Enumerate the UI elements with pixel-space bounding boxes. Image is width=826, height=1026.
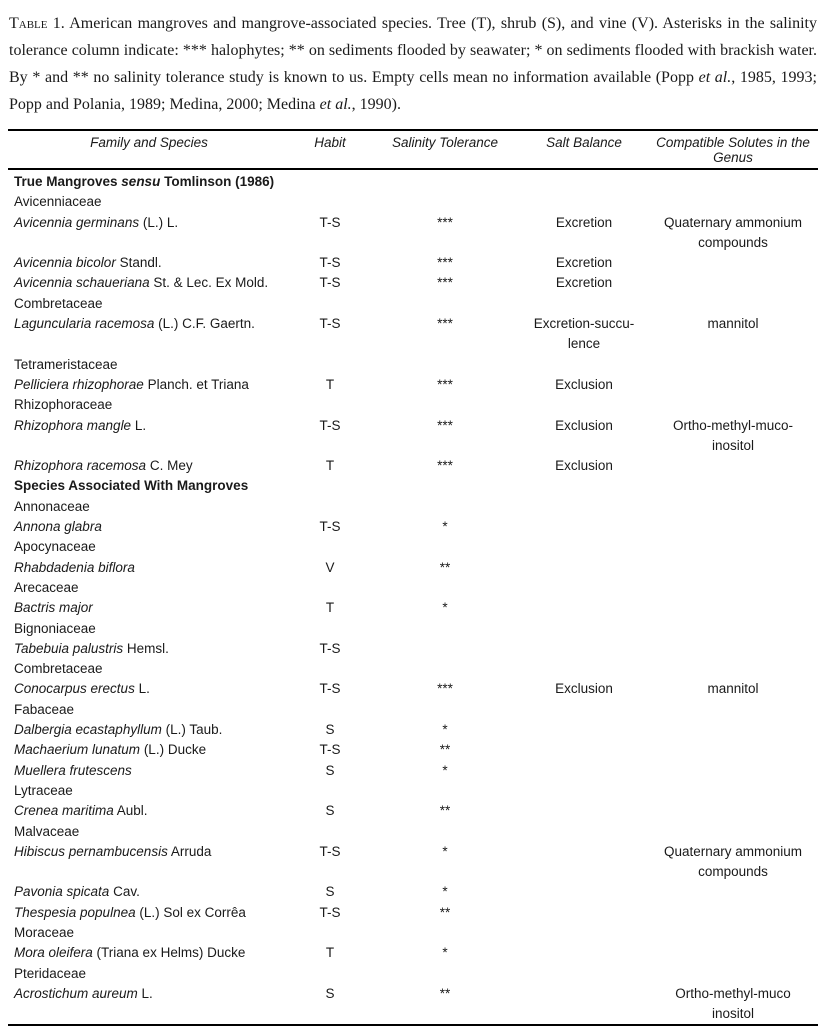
- family-row: [8, 497, 818, 517]
- cell-family-and-species: [8, 375, 290, 395]
- text-run: (L.) Taub.: [161, 722, 223, 738]
- cell-compatible-solutes: [648, 476, 818, 496]
- cell-salinity-tolerance: [370, 781, 520, 801]
- cell-salinity-tolerance: [370, 659, 520, 679]
- section-row: [8, 169, 818, 192]
- family-row: [8, 700, 818, 720]
- cell-salt-balance: [520, 781, 648, 801]
- cell-salt-balance: [520, 903, 648, 923]
- cell-family-and-species: [8, 781, 290, 801]
- text-run: St. & Lec. Ex Mold.: [149, 275, 269, 291]
- cell-habit: [290, 700, 370, 720]
- cell-family-and-species: [8, 923, 290, 943]
- cell-family-and-species: [8, 659, 290, 679]
- cell-compatible-solutes: [648, 273, 818, 293]
- italic-text: Rhizophora racemosa: [14, 458, 147, 474]
- cell-salinity-tolerance: [370, 395, 520, 415]
- cell-salinity-tolerance: [370, 923, 520, 943]
- cell-salt-balance: [520, 619, 648, 639]
- family-row: [8, 781, 818, 801]
- cell-salt-balance: [520, 943, 648, 963]
- family-row: [8, 822, 818, 842]
- cell-salinity-tolerance: [370, 355, 520, 375]
- cell-family-and-species: [8, 700, 290, 720]
- cell-salinity-tolerance: [370, 822, 520, 842]
- cell-salinity-tolerance: ***: [437, 376, 453, 392]
- text-run: True Mangroves: [14, 174, 122, 189]
- cell-habit: [290, 923, 370, 943]
- italic-text: Bactris major: [14, 600, 93, 616]
- cell-salinity-tolerance: *: [442, 843, 448, 859]
- cell-family-and-species: [8, 984, 290, 1026]
- species-row: [8, 943, 818, 963]
- text-run: Arruda: [167, 843, 212, 859]
- species-row: [8, 213, 818, 254]
- text-run: , 1990).: [351, 96, 401, 113]
- cell-salinity-tolerance: [370, 497, 520, 517]
- italic-text: Avicennia schaueriana: [14, 275, 150, 291]
- cell-habit: [290, 294, 370, 314]
- cell-habit: T-S: [319, 681, 341, 697]
- cell-habit: [290, 169, 370, 192]
- cell-family-and-species: [8, 882, 290, 902]
- text-run: Species Associated With Mangroves: [14, 478, 249, 494]
- cell-salt-balance: [520, 964, 648, 984]
- species-row: [8, 842, 818, 883]
- cell-salinity-tolerance: **: [439, 742, 451, 758]
- cell-salinity-tolerance: [370, 700, 520, 720]
- cell-salinity-tolerance: *: [442, 600, 448, 616]
- cell-salinity-tolerance: *: [442, 762, 448, 778]
- text-run: Pteridaceae: [14, 965, 87, 981]
- cell-habit: [290, 822, 370, 842]
- family-row: [8, 355, 818, 375]
- italic-text: Pelliciera rhizophorae: [14, 376, 144, 392]
- cell-compatible-solutes: [648, 253, 818, 273]
- family-row: [8, 537, 818, 557]
- cell-habit: T: [325, 945, 335, 961]
- species-row: [8, 375, 818, 395]
- family-row: [8, 578, 818, 598]
- cell-salinity-tolerance: [370, 964, 520, 984]
- family-row: [8, 923, 818, 943]
- italic-text: Crenea maritima: [14, 803, 114, 819]
- species-row: [8, 882, 818, 902]
- cell-habit: [290, 964, 370, 984]
- cell-compatible-solutes: [648, 497, 818, 517]
- family-row: [8, 619, 818, 639]
- cell-family-and-species: [8, 314, 290, 355]
- text-run: L.: [134, 681, 150, 697]
- cell-salt-balance: [520, 395, 648, 415]
- cell-compatible-solutes: [648, 578, 818, 598]
- cell-habit: T-S: [319, 417, 341, 433]
- column-header-compatible-solutes: Compatible Solutes in the Genus: [656, 135, 810, 165]
- cell-salinity-tolerance: *: [442, 884, 448, 900]
- cell-salt-balance: [520, 923, 648, 943]
- cell-habit: [290, 619, 370, 639]
- italic-text: Tabebuia palustris: [14, 640, 124, 656]
- cell-habit: T-S: [319, 904, 341, 920]
- cell-habit: S: [325, 722, 335, 738]
- cell-compatible-solutes: [648, 537, 818, 557]
- column-header-habit: Habit: [314, 135, 346, 150]
- cell-compatible-solutes: [648, 720, 818, 740]
- italic-text: Hibiscus pernambucensis: [14, 843, 168, 859]
- cell-compatible-solutes: [648, 822, 818, 842]
- cell-family-and-species: [8, 619, 290, 639]
- cell-family-and-species: [8, 720, 290, 740]
- text-run: Moraceae: [14, 924, 75, 940]
- cell-compatible-solutes: [648, 558, 818, 578]
- cell-salt-balance: [520, 169, 648, 192]
- italic-text: Mora oleifera: [14, 945, 93, 961]
- cell-salt-balance: Excretion: [555, 255, 613, 271]
- species-row: [8, 903, 818, 923]
- cell-salinity-tolerance: ***: [437, 417, 453, 433]
- text-run: Bignoniaceae: [14, 620, 96, 636]
- cell-compatible-solutes: [648, 903, 818, 923]
- cell-salt-balance: Exclusion: [555, 458, 613, 474]
- cell-salt-balance: Exclusion: [555, 417, 613, 433]
- table-header-row: [8, 130, 818, 169]
- species-row: [8, 598, 818, 618]
- cell-salt-balance: [520, 761, 648, 781]
- cell-salt-balance: [520, 882, 648, 902]
- cell-salinity-tolerance: *: [442, 945, 448, 961]
- italic-text: Rhabdadenia biflora: [14, 559, 135, 575]
- text-run: Rhizophoraceae: [14, 397, 113, 413]
- cell-habit: S: [325, 803, 335, 819]
- cell-salt-balance: [520, 740, 648, 760]
- section-row: [8, 476, 818, 496]
- cell-habit: S: [325, 884, 335, 900]
- text-run: Arecaceae: [14, 579, 79, 595]
- cell-compatible-solutes: [648, 375, 818, 395]
- cell-family-and-species: [8, 517, 290, 537]
- cell-habit: T-S: [319, 640, 341, 656]
- cell-compatible-solutes: [648, 456, 818, 476]
- species-row: [8, 801, 818, 821]
- italic-text: Pavonia spicata: [14, 884, 110, 900]
- cell-compatible-solutes: [648, 169, 818, 192]
- text-run: Combretaceae: [14, 295, 103, 311]
- species-row: [8, 984, 818, 1026]
- cell-habit: [290, 578, 370, 598]
- italic-text: Avicennia germinans: [14, 214, 140, 230]
- family-row: [8, 192, 818, 212]
- cell-salinity-tolerance: [370, 639, 520, 659]
- cell-salt-balance: Excretion: [555, 275, 613, 291]
- cell-habit: T-S: [319, 214, 341, 230]
- cell-salt-balance: [520, 537, 648, 557]
- cell-compatible-solutes: [648, 192, 818, 212]
- cell-family-and-species: [8, 273, 290, 293]
- italic-text: Dalbergia ecastaphyllum: [14, 722, 162, 738]
- family-row: [8, 294, 818, 314]
- italic-text: et al.: [698, 69, 732, 86]
- cell-family-and-species: [8, 903, 290, 923]
- cell-habit: T-S: [319, 519, 341, 535]
- column-header-salinity-tolerance: Salinity Tolerance: [391, 135, 499, 150]
- cell-family-and-species: [8, 497, 290, 517]
- cell-habit: [290, 355, 370, 375]
- cell-habit: T-S: [319, 843, 341, 859]
- cell-salinity-tolerance: ***: [437, 681, 453, 697]
- family-row: [8, 659, 818, 679]
- cell-compatible-solutes: [648, 355, 818, 375]
- cell-habit: T: [325, 600, 335, 616]
- cell-family-and-species: [8, 395, 290, 415]
- species-row: [8, 314, 818, 355]
- cell-family-and-species: [8, 842, 290, 883]
- cell-family-and-species: [8, 192, 290, 212]
- table-body: [8, 169, 818, 1025]
- cell-salinity-tolerance: ***: [437, 275, 453, 291]
- text-run: 1. American mangroves and mangrove-associated species. Tree (T), shrub (S), and vine (V). Asterisks in the salinity tolerance column indicate: *** halophytes; ** on sediments flooded by seawater; * on sediments flooded with brackish water. By * and ** no salinity tolerance study is known to us. Empty cells mean no information available (Popp: [9, 15, 817, 86]
- text-run: (L.) C.F. Gaertn.: [154, 316, 255, 332]
- cell-habit: S: [325, 762, 335, 778]
- cell-compatible-solutes: [648, 659, 818, 679]
- cell-compatible-solutes: [648, 781, 818, 801]
- cell-salt-balance: [520, 294, 648, 314]
- cell-salt-balance: [520, 700, 648, 720]
- text-run: Standl.: [115, 255, 162, 271]
- cell-compatible-solutes: [648, 619, 818, 639]
- species-row: [8, 253, 818, 273]
- cell-habit: T-S: [319, 255, 341, 271]
- cell-compatible-solutes: Quaternary ammonium compounds: [663, 214, 803, 250]
- species-row: [8, 517, 818, 537]
- cell-family-and-species: [8, 456, 290, 476]
- cell-salt-balance: [520, 720, 648, 740]
- cell-habit: T-S: [319, 742, 341, 758]
- italic-text: Machaerium lunatum: [14, 742, 141, 758]
- text-run: Tetrameristaceae: [14, 356, 118, 372]
- cell-habit: [290, 395, 370, 415]
- cell-family-and-species: [8, 537, 290, 557]
- cell-salt-balance: [520, 578, 648, 598]
- cell-compatible-solutes: [648, 740, 818, 760]
- cell-salinity-tolerance: ***: [437, 255, 453, 271]
- italic-text: Annona glabra: [14, 519, 102, 535]
- cell-salt-balance: Excretion-succu- lence: [533, 316, 635, 352]
- cell-family-and-species: [8, 355, 290, 375]
- species-row: [8, 558, 818, 578]
- italic-text: Acrostichum aureum: [14, 985, 138, 1001]
- cell-compatible-solutes: [648, 639, 818, 659]
- cell-salt-balance: [520, 842, 648, 883]
- cell-family-and-species: [8, 213, 290, 254]
- column-header-salt-balance: Salt Balance: [546, 135, 622, 150]
- mangrove-species-table: [8, 129, 818, 1026]
- text-run: (L.) Ducke: [140, 742, 207, 758]
- text-run: Cav.: [109, 884, 140, 900]
- cell-salinity-tolerance: *: [442, 722, 448, 738]
- cell-salinity-tolerance: [370, 619, 520, 639]
- cell-salinity-tolerance: **: [439, 803, 451, 819]
- text-run: Annonaceae: [14, 498, 90, 514]
- cell-habit: T: [325, 458, 335, 474]
- cell-salt-balance: Excretion: [555, 214, 613, 230]
- cell-salt-balance: [520, 517, 648, 537]
- cell-family-and-species: [8, 822, 290, 842]
- family-row: [8, 964, 818, 984]
- text-run: Tomlinson (1986): [160, 174, 275, 189]
- cell-habit: V: [325, 559, 335, 575]
- cell-compatible-solutes: Ortho-methyl-muco- inositol: [672, 417, 794, 453]
- cell-compatible-solutes: [648, 923, 818, 943]
- cell-family-and-species: [8, 253, 290, 273]
- cell-salinity-tolerance: [370, 169, 520, 192]
- cell-family-and-species: [8, 169, 290, 192]
- cell-salinity-tolerance: *: [442, 519, 448, 535]
- smallcaps-text: Table: [9, 15, 48, 32]
- cell-salinity-tolerance: [370, 476, 520, 496]
- cell-salt-balance: [520, 598, 648, 618]
- text-run: Aubl.: [113, 803, 148, 819]
- cell-compatible-solutes: mannitol: [707, 681, 759, 697]
- cell-family-and-species: [8, 964, 290, 984]
- text-run: Hemsl.: [123, 640, 169, 656]
- cell-habit: [290, 476, 370, 496]
- cell-salinity-tolerance: [370, 294, 520, 314]
- cell-salinity-tolerance: [370, 578, 520, 598]
- text-run: C. Mey: [146, 458, 193, 474]
- cell-compatible-solutes: [648, 761, 818, 781]
- cell-compatible-solutes: [648, 395, 818, 415]
- cell-salt-balance: [520, 801, 648, 821]
- cell-family-and-species: [8, 639, 290, 659]
- cell-family-and-species: [8, 761, 290, 781]
- cell-habit: [290, 659, 370, 679]
- cell-compatible-solutes: Ortho-methyl-muco inositol: [675, 985, 791, 1022]
- cell-family-and-species: [8, 416, 290, 457]
- cell-compatible-solutes: Quaternary ammonium compounds: [663, 843, 803, 880]
- cell-salt-balance: [520, 659, 648, 679]
- cell-salt-balance: Exclusion: [555, 376, 613, 392]
- text-run: Combretaceae: [14, 661, 103, 677]
- cell-habit: [290, 192, 370, 212]
- cell-salt-balance: Exclusion: [555, 681, 613, 697]
- text-run: Malvaceae: [14, 823, 80, 839]
- cell-family-and-species: [8, 801, 290, 821]
- cell-salinity-tolerance: **: [439, 904, 451, 920]
- cell-compatible-solutes: [648, 598, 818, 618]
- italic-text: sensu: [121, 174, 161, 189]
- cell-family-and-species: [8, 558, 290, 578]
- cell-family-and-species: [8, 294, 290, 314]
- cell-compatible-solutes: [648, 882, 818, 902]
- italic-text: Rhizophora mangle: [14, 417, 132, 433]
- family-row: [8, 395, 818, 415]
- text-run: L.: [131, 417, 147, 433]
- cell-salt-balance: [520, 192, 648, 212]
- cell-habit: [290, 497, 370, 517]
- cell-family-and-species: [8, 943, 290, 963]
- italic-text: Thespesia populnea: [14, 904, 136, 920]
- cell-salinity-tolerance: ***: [437, 458, 453, 474]
- cell-family-and-species: [8, 598, 290, 618]
- cell-salinity-tolerance: ***: [437, 316, 453, 332]
- text-run: (Triana ex Helms) Ducke: [92, 945, 246, 961]
- cell-salinity-tolerance: **: [439, 559, 451, 575]
- italic-text: Muellera frutescens: [14, 762, 132, 778]
- cell-family-and-species: [8, 476, 290, 496]
- cell-habit: T-S: [319, 275, 341, 291]
- text-run: (L.) L.: [139, 214, 179, 230]
- cell-habit: S: [325, 985, 335, 1001]
- species-row: [8, 273, 818, 293]
- cell-habit: [290, 781, 370, 801]
- cell-salt-balance: [520, 355, 648, 375]
- species-row: [8, 740, 818, 760]
- cell-compatible-solutes: [648, 964, 818, 984]
- cell-salt-balance: [520, 558, 648, 578]
- text-run: , 1985, 1993; Popp and Polania, 1989; Medina, 2000; Medina: [9, 69, 817, 113]
- text-run: Apocynaceae: [14, 539, 96, 555]
- species-row: [8, 720, 818, 740]
- cell-salinity-tolerance: [370, 537, 520, 557]
- text-run: Lytraceae: [14, 782, 73, 798]
- cell-habit: T: [325, 376, 335, 392]
- species-row: [8, 639, 818, 659]
- cell-salt-balance: [520, 476, 648, 496]
- italic-text: et al.: [319, 96, 352, 113]
- cell-compatible-solutes: [648, 517, 818, 537]
- cell-family-and-species: [8, 740, 290, 760]
- text-run: Avicenniaceae: [14, 194, 102, 210]
- cell-family-and-species: [8, 578, 290, 598]
- cell-compatible-solutes: [648, 294, 818, 314]
- cell-habit: [290, 537, 370, 557]
- cell-compatible-solutes: mannitol: [707, 316, 759, 332]
- text-run: (L.) Sol ex Corrêa: [135, 904, 246, 920]
- cell-salinity-tolerance: ***: [437, 214, 453, 230]
- cell-salinity-tolerance: **: [439, 985, 451, 1001]
- italic-text: Avicennia bicolor: [14, 255, 116, 271]
- column-header-family-and-species: Family and Species: [90, 135, 208, 150]
- cell-compatible-solutes: [648, 943, 818, 963]
- species-row: [8, 456, 818, 476]
- italic-text: Laguncularia racemosa: [14, 316, 155, 332]
- species-row: [8, 416, 818, 457]
- species-row: [8, 761, 818, 781]
- cell-compatible-solutes: [648, 700, 818, 720]
- table-caption: [9, 10, 817, 118]
- cell-salinity-tolerance: [370, 192, 520, 212]
- cell-salt-balance: [520, 497, 648, 517]
- text-run: L.: [137, 985, 153, 1001]
- cell-habit: T-S: [319, 316, 341, 332]
- species-row: [8, 679, 818, 699]
- text-run: Planch. et Triana: [143, 376, 249, 392]
- cell-family-and-species: [8, 679, 290, 699]
- cell-salt-balance: [520, 639, 648, 659]
- cell-salt-balance: [520, 822, 648, 842]
- text-run: Fabaceae: [14, 701, 75, 717]
- italic-text: Conocarpus erectus: [14, 681, 135, 697]
- cell-compatible-solutes: [648, 801, 818, 821]
- cell-salt-balance: [520, 984, 648, 1026]
